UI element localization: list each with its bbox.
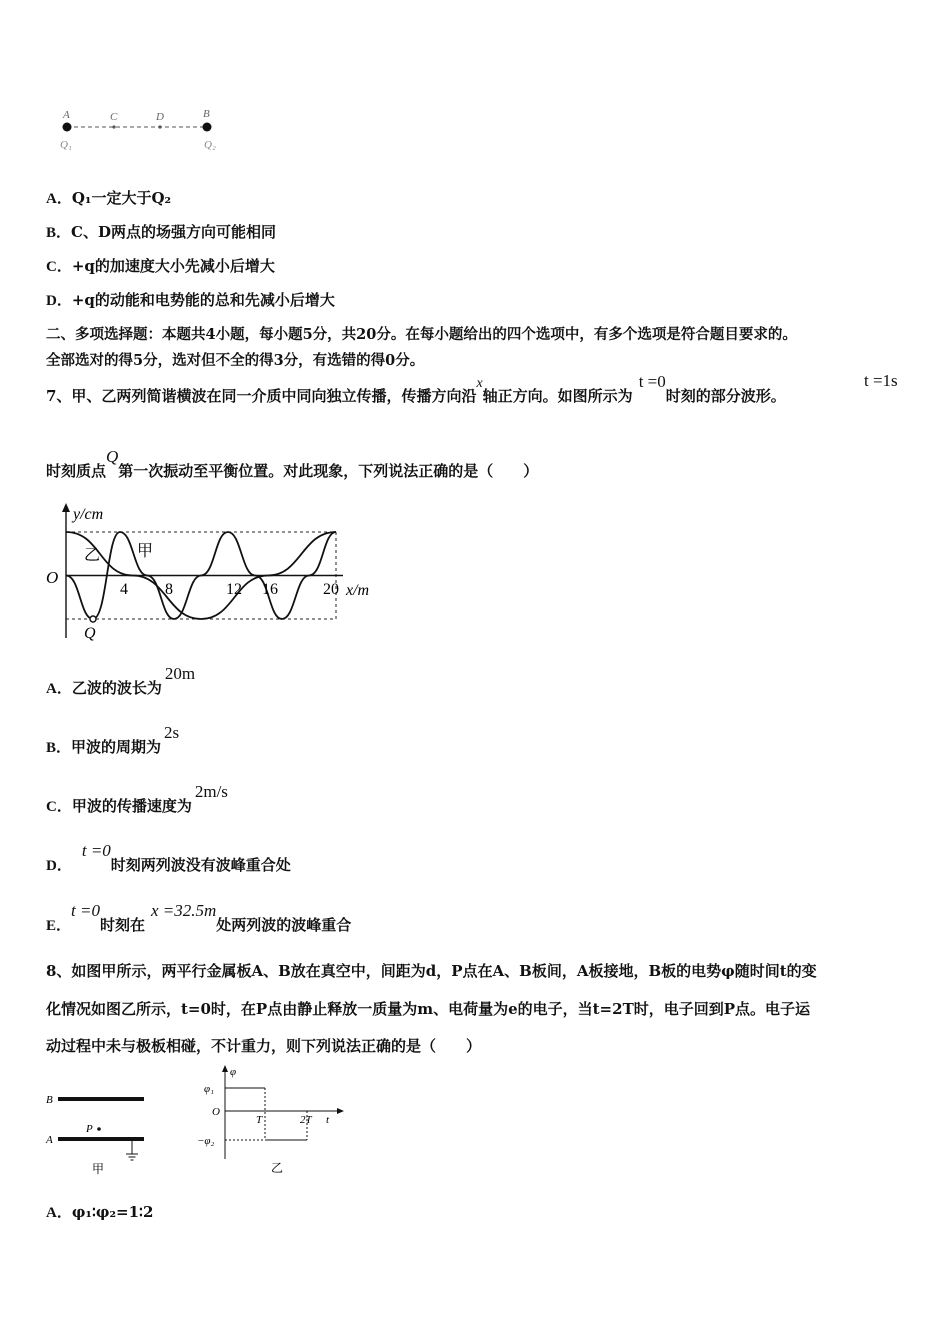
q7-stem-line2: 时刻质点Q第一次振动至平衡位置。对此现象，下列说法正确的是（ ）	[46, 447, 539, 480]
q8-stem-line1: 8、如图甲所示，两平行金属板A、B放在真空中，间距为d，P点在A、B板间，A板接地，B板的电势φ随时间t的变	[46, 962, 817, 980]
section2-line1: 二、多项选择题：本题共4小题，每小题5分，共20分。在每小题给出的四个选项中，有多个选项是符合题目要求的。	[46, 326, 797, 343]
label-a: A	[63, 109, 70, 121]
2t-tick-label: 2T	[300, 1114, 312, 1126]
label-q1: Q₁	[60, 139, 72, 151]
tick-16: 16	[262, 581, 278, 598]
label-b: B	[203, 108, 210, 120]
wave-graph	[40, 500, 390, 645]
y-axis-label: y/cm	[73, 506, 104, 523]
plate-b	[58, 1097, 144, 1101]
wave-jia-label: 甲	[137, 543, 154, 560]
fig-jia-caption: 甲	[92, 1162, 105, 1176]
q7-option-a: A．乙波的波长为20m	[46, 664, 196, 697]
label-c: C	[110, 111, 118, 123]
plate-a	[58, 1137, 144, 1141]
point-p	[97, 1127, 101, 1131]
point-q-label: Q	[84, 625, 96, 642]
q7-option-b: B．甲波的周期为2s	[46, 723, 180, 756]
q6-option-b: B．C、D两点的场强方向可能相同	[46, 223, 276, 241]
q7-option-c: C．甲波的传播速度为2m/s	[46, 782, 228, 815]
point-p-label: P	[86, 1123, 93, 1135]
label-q2: Q₂	[204, 139, 216, 151]
fig-yi-caption: 乙	[271, 1161, 284, 1175]
q7-t1: t =1s	[864, 371, 898, 390]
wave-yi-label: 乙	[84, 547, 101, 564]
tick-8: 8	[165, 581, 173, 598]
charge-q1-dot	[63, 123, 72, 132]
q8-option-a: A．φ₁∶φ₂=1∶2	[46, 1203, 154, 1221]
tick-20: 20	[323, 581, 339, 598]
phi-axis-label: φ	[230, 1066, 237, 1078]
plate-b-label: B	[46, 1094, 53, 1106]
plate-a-label: A	[46, 1134, 53, 1146]
neg-phi2-label: −φ₂	[197, 1135, 215, 1147]
plates-figure	[44, 1085, 159, 1180]
charges-figure	[52, 104, 242, 156]
q6-option-d: D．+q的动能和电势能的总和先减小后增大	[46, 291, 335, 309]
t-tick-label: T	[256, 1114, 263, 1126]
t-axis-label: t	[326, 1114, 330, 1126]
point-q	[90, 616, 96, 622]
q6-option-a: A．Q₁一定大于Q₂	[46, 189, 172, 207]
q7-stem-line1: 7、甲、乙两列简谐横波在同一介质中同向独立传播，传播方向沿x轴正方向。如图所示为t =0时刻的部分波形。	[46, 372, 786, 405]
x-axis-label: x/m	[346, 582, 370, 599]
label-d: D	[156, 111, 164, 123]
phi1-label: φ₁	[204, 1083, 214, 1095]
q8-stem-line2: 化情况如图乙所示，t=0时，在P点由静止释放一质量为m、电荷量为e的电子，当t=2T时，电子回到P点。电子运	[46, 1000, 811, 1018]
q7-option-e: E．t =0时刻在x =32.5m处两列波的波峰重合	[46, 901, 352, 934]
q8-stem-line3: 动过程中未与极板相碰，不计重力，则下列说法正确的是（ ）	[46, 1037, 482, 1055]
q7-option-d: D．t =0时刻两列波没有波峰重合处	[46, 841, 291, 874]
q6-option-c: C．+q的加速度大小先减小后增大	[46, 257, 275, 275]
origin-label: O	[46, 568, 59, 587]
potential-figure	[190, 1063, 350, 1178]
charge-q2-dot	[203, 123, 212, 132]
origin-o-label: O	[212, 1106, 220, 1118]
tick-4: 4	[120, 581, 128, 598]
section2-line2: 全部选对的得5分，选对但不全的得3分，有选错的得0分。	[46, 352, 425, 369]
tick-12: 12	[226, 581, 242, 598]
